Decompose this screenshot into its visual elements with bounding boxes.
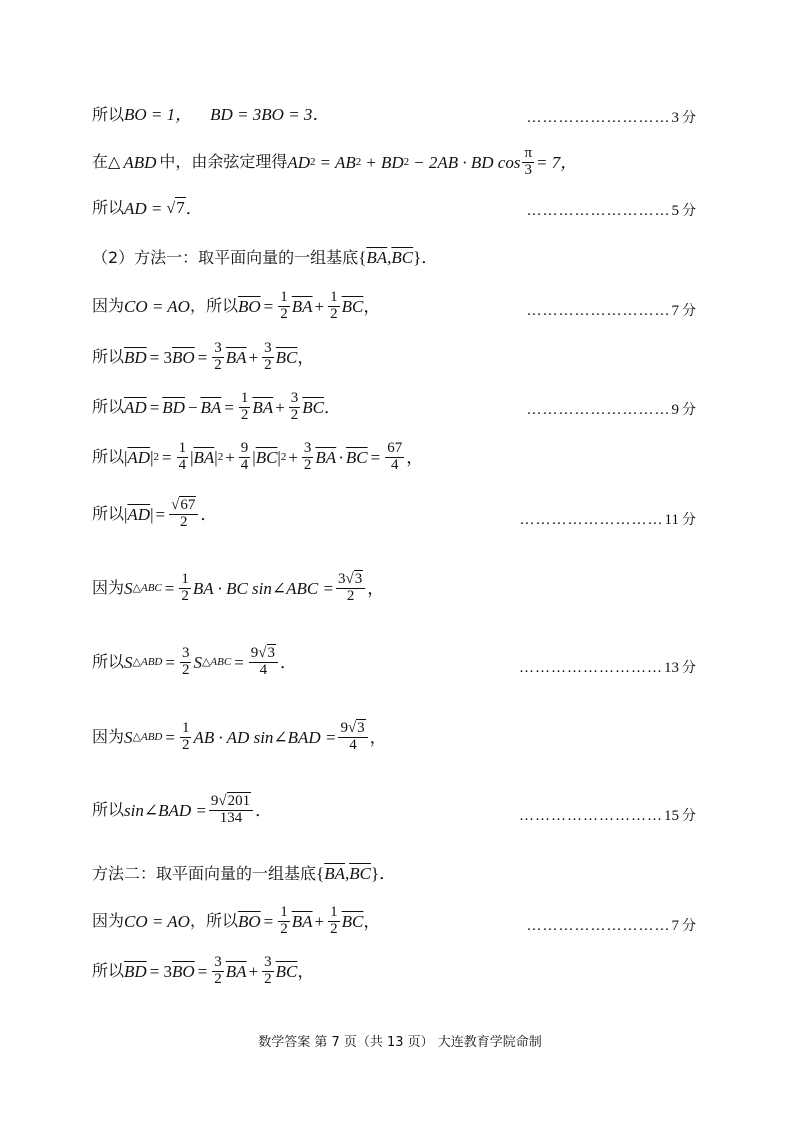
text-end: ． bbox=[185, 198, 203, 218]
area-formula: BA · BC sin∠ABC = bbox=[192, 578, 334, 598]
score-unit: 分 bbox=[682, 402, 696, 418]
score-dots: ……………………… bbox=[519, 808, 663, 824]
plus: + bbox=[314, 296, 325, 316]
result-seven: = 7， bbox=[536, 152, 578, 172]
solution-line-12 bbox=[92, 721, 387, 754]
equals: = bbox=[263, 296, 274, 316]
vector-bc: $\overline{BC}$ bbox=[302, 397, 325, 417]
score-unit: 分 bbox=[682, 808, 696, 824]
fraction-half: $\frac{1}{2}$ bbox=[330, 904, 338, 937]
solution-line-9 bbox=[92, 498, 217, 531]
method-one-heading bbox=[92, 249, 438, 266]
vector-ba: $\overline{BA}$ bbox=[193, 447, 215, 467]
text-prefix: 所以 bbox=[92, 504, 125, 524]
score-points: 3 bbox=[671, 110, 679, 126]
exponent: 2 bbox=[310, 155, 316, 168]
score-points: 9 bbox=[671, 402, 679, 418]
area-symbol: S bbox=[124, 578, 133, 598]
plus: + bbox=[288, 447, 298, 467]
vector-bc: $\overline{BC}$ bbox=[275, 347, 298, 367]
equation-ad: AD = bbox=[124, 198, 163, 218]
text-prefix: 所以 bbox=[92, 397, 125, 417]
area-subscript: △ABD bbox=[132, 730, 163, 743]
vector-bo: $\overline{BO}$ bbox=[172, 961, 195, 981]
sqrt-seven: √7 bbox=[166, 198, 185, 217]
vector-bc: $\overline{BC}$ bbox=[255, 447, 278, 467]
text-end: ， bbox=[363, 911, 381, 931]
vector-bc: $\overline{BC}$ bbox=[349, 864, 371, 883]
text-end: ， bbox=[363, 296, 381, 316]
plus: + bbox=[314, 911, 325, 931]
vector-bo: $\overline{BO}$ bbox=[172, 347, 195, 367]
score-dots: ……………………… bbox=[526, 918, 671, 934]
exponent: 2 bbox=[153, 450, 159, 463]
solution-line-11 bbox=[92, 646, 297, 679]
score-marker-11 bbox=[520, 509, 696, 529]
vector-ba: $\overline{BA}$ bbox=[291, 296, 313, 316]
text-prefix: 所以 bbox=[92, 652, 125, 672]
solution-line-13 bbox=[92, 794, 272, 827]
equals: = bbox=[197, 347, 208, 367]
fraction-half: $\frac{1}{2}$ bbox=[181, 720, 190, 753]
term-cos: − 2AB · BD cos bbox=[413, 152, 521, 172]
text-therefore: ，所以 bbox=[189, 911, 238, 931]
solution-line-5 bbox=[92, 290, 380, 323]
solution-line-16 bbox=[92, 955, 314, 988]
exponent: 2 bbox=[355, 155, 362, 168]
fraction-half: $\frac{1}{2}$ bbox=[181, 571, 189, 604]
plus: + bbox=[248, 347, 259, 367]
solution-line-15 bbox=[92, 905, 380, 938]
vector-bc: $\overline{BC}$ bbox=[391, 248, 414, 267]
area-formula: AB · AD sin∠BAD = bbox=[193, 727, 337, 747]
fraction-three-halves: $\frac{3}{2}$ bbox=[181, 645, 190, 678]
fraction-3sqrt3-over-2: $\frac{3√3}{2}$ bbox=[336, 572, 365, 605]
area-subscript: △ABD bbox=[132, 655, 163, 668]
term-bd: + BD bbox=[365, 152, 404, 172]
equation-bd: BD = 3BO = 3． bbox=[210, 105, 330, 124]
brace-close: }． bbox=[370, 864, 397, 883]
text-prefix: 因为 bbox=[92, 911, 125, 931]
method-two-text: 方法二：取平面向量的一组基底 bbox=[92, 863, 317, 883]
abs-bar: | bbox=[150, 504, 154, 524]
score-unit: 分 bbox=[682, 512, 696, 528]
plus: + bbox=[275, 397, 285, 417]
equation-co-ao: CO = AO bbox=[124, 296, 190, 316]
fraction-half: $\frac{1}{2}$ bbox=[240, 390, 249, 423]
vector-bo: $\overline{BO}$ bbox=[237, 296, 261, 316]
fraction-three-halves: $\frac{3}{2}$ bbox=[303, 440, 312, 473]
vector-ba: $\overline{BA}$ bbox=[324, 864, 345, 883]
vector-bc: $\overline{BC}$ bbox=[341, 296, 364, 316]
text-prefix: 因为 bbox=[92, 578, 125, 598]
solution-line-10 bbox=[92, 572, 384, 605]
vector-bd: $\overline{BD}$ bbox=[124, 347, 147, 367]
equals: = bbox=[234, 652, 244, 672]
method-one-text: （2）方法一：取平面向量的一组基底 bbox=[92, 247, 359, 267]
vector-bd: $\overline{BD}$ bbox=[124, 961, 147, 981]
text-end: ， bbox=[369, 727, 387, 747]
text-prefix: 所以 bbox=[92, 198, 125, 217]
fraction-three-halves: $\frac{3}{2}$ bbox=[214, 954, 222, 987]
equation-co-ao: CO = AO bbox=[124, 911, 190, 931]
text-prefix: 所以 bbox=[92, 800, 125, 820]
score-marker-7 bbox=[527, 300, 697, 320]
text-prefix: 因为 bbox=[92, 296, 125, 316]
text-end: ， bbox=[406, 447, 424, 467]
area-subscript: △ABC bbox=[201, 655, 232, 668]
solution-line-6 bbox=[92, 341, 314, 374]
text-prefix: 所以 bbox=[92, 961, 125, 981]
fraction-half: $\frac{1}{2}$ bbox=[330, 289, 338, 322]
text-prefix: 在△ bbox=[92, 152, 121, 172]
score-points: 7 bbox=[671, 303, 679, 319]
exponent: 2 bbox=[217, 450, 224, 463]
abs-bar: | bbox=[150, 447, 154, 467]
vector-bc: $\overline{BC}$ bbox=[345, 447, 368, 467]
text-prefix: 所以 bbox=[92, 347, 125, 367]
solution-line-3 bbox=[92, 199, 203, 217]
fraction-three-halves: $\frac{3}{2}$ bbox=[264, 954, 272, 987]
abs-bar: | bbox=[124, 447, 128, 467]
abs-bar: | bbox=[214, 447, 218, 467]
equals: = bbox=[224, 397, 234, 417]
equals: = bbox=[162, 447, 172, 467]
area-symbol: S bbox=[124, 727, 133, 747]
vector-bc: $\overline{BC}$ bbox=[275, 961, 298, 981]
score-dots: ……………………… bbox=[519, 660, 663, 676]
vector-ad: $\overline{AD}$ bbox=[124, 397, 147, 417]
abs-bar: | bbox=[190, 447, 194, 467]
equals: = bbox=[164, 578, 175, 598]
score-points: 11 bbox=[664, 512, 679, 528]
minus: − bbox=[187, 397, 198, 417]
solution-line-7 bbox=[92, 391, 341, 424]
vector-ba: $\overline{BA}$ bbox=[200, 397, 222, 417]
fraction-sqrt67-over-2: $\frac{√67}{2}$ bbox=[169, 498, 198, 531]
fraction-9sqrt3-over-4: $\frac{9√3}{4}$ bbox=[338, 721, 367, 754]
vector-ba: $\overline{BA}$ bbox=[225, 347, 247, 367]
equation-bo: BO = 1， bbox=[124, 105, 193, 124]
fraction-half: $\frac{1}{2}$ bbox=[280, 904, 288, 937]
area-subscript: △ABC bbox=[132, 581, 162, 594]
area-symbol: S bbox=[124, 652, 133, 672]
equals: = bbox=[155, 504, 166, 524]
exponent: 2 bbox=[403, 155, 410, 168]
fraction-three-halves: $\frac{3}{2}$ bbox=[290, 390, 299, 423]
text-end: ． bbox=[200, 504, 218, 524]
plus: + bbox=[225, 447, 235, 467]
abs-bar: | bbox=[124, 504, 128, 524]
vector-bo: $\overline{BO}$ bbox=[237, 911, 261, 931]
fraction-67-quarters: $\frac{67}{4}$ bbox=[387, 440, 403, 473]
equals: = bbox=[149, 397, 160, 417]
vector-ad: $\overline{AD}$ bbox=[127, 447, 151, 467]
equals-three: = 3 bbox=[149, 347, 173, 367]
score-marker-9 bbox=[527, 399, 697, 419]
equals-three: = 3 bbox=[149, 961, 173, 981]
exponent: 2 bbox=[280, 450, 287, 463]
text-prefix: 所以 bbox=[92, 447, 125, 467]
plus: + bbox=[248, 961, 259, 981]
solution-line-1 bbox=[92, 106, 329, 123]
sine-expression: sin∠BAD = bbox=[124, 800, 207, 820]
score-marker-3 bbox=[527, 107, 697, 127]
text-cosine-law: 中，由余弦定理得 bbox=[159, 152, 288, 172]
term-ad: AD bbox=[287, 152, 311, 172]
page-footer: 数学答案 第 7 页（共 13 页） 大连教育学院命制 bbox=[258, 1035, 542, 1050]
text-prefix: 所以 bbox=[92, 104, 125, 124]
score-points: 15 bbox=[664, 808, 679, 824]
fraction-three-halves: $\frac{3}{2}$ bbox=[214, 340, 222, 373]
text-end: ． bbox=[255, 800, 273, 820]
method-two-heading bbox=[92, 865, 396, 882]
vector-bc: $\overline{BC}$ bbox=[341, 911, 364, 931]
equals: = bbox=[165, 652, 175, 672]
score-dots: ……………………… bbox=[526, 203, 671, 219]
fraction-9sqrt3-over-4: $\frac{9√3}{4}$ bbox=[249, 646, 278, 679]
score-dots: ……………………… bbox=[519, 512, 664, 528]
score-unit: 分 bbox=[682, 203, 696, 219]
triangle-name: ABD bbox=[123, 152, 157, 172]
fraction-half: $\frac{1}{2}$ bbox=[280, 289, 288, 322]
score-dots: ……………………… bbox=[526, 303, 671, 319]
score-unit: 分 bbox=[682, 660, 696, 676]
text-end: ， bbox=[297, 347, 315, 367]
score-marker-15 bbox=[519, 805, 696, 825]
fraction-three-halves: $\frac{3}{2}$ bbox=[264, 340, 272, 373]
score-dots: ……………………… bbox=[526, 402, 671, 418]
fraction-one-quarter: $\frac{1}{4}$ bbox=[178, 440, 187, 473]
score-marker-5 bbox=[527, 200, 697, 220]
brace-close: }． bbox=[413, 248, 439, 267]
text-end: ． bbox=[280, 652, 298, 672]
brace-open: { bbox=[358, 248, 367, 267]
equals: = bbox=[263, 911, 274, 931]
term-ab: = AB bbox=[319, 152, 356, 172]
text-therefore: ，所以 bbox=[189, 296, 238, 316]
text-end: ， bbox=[367, 578, 385, 598]
equals: = bbox=[370, 447, 381, 467]
abs-bar: | bbox=[277, 447, 281, 467]
score-points: 5 bbox=[671, 203, 679, 219]
dot-product: · bbox=[338, 447, 344, 467]
solution-line-8 bbox=[92, 441, 423, 474]
vector-ad: $\overline{AD}$ bbox=[127, 504, 151, 524]
score-points: 13 bbox=[664, 660, 679, 676]
equals: = bbox=[197, 961, 208, 981]
brace-open: { bbox=[316, 864, 325, 883]
score-unit: 分 bbox=[682, 110, 696, 126]
fraction-pi-over-3: $\frac{\pi}{3}$ bbox=[524, 145, 533, 178]
comma: , bbox=[387, 248, 392, 267]
text-end: ， bbox=[297, 961, 315, 981]
score-marker-7b bbox=[527, 915, 697, 935]
fraction-nine-quarters: $\frac{9}{4}$ bbox=[240, 440, 249, 473]
score-unit: 分 bbox=[682, 918, 696, 934]
vector-ba: $\overline{BA}$ bbox=[225, 961, 247, 981]
vector-ba: $\overline{BA}$ bbox=[315, 447, 337, 467]
text-prefix: 因为 bbox=[92, 727, 125, 747]
text-end: ． bbox=[324, 397, 342, 417]
comma: , bbox=[344, 864, 350, 883]
score-unit: 分 bbox=[682, 303, 696, 319]
vector-bd: $\overline{BD}$ bbox=[162, 397, 185, 417]
vector-ba: $\overline{BA}$ bbox=[252, 397, 274, 417]
score-points: 7 bbox=[671, 918, 679, 934]
score-marker-13 bbox=[519, 657, 696, 677]
fraction-9sqrt201-over-134: $\frac{9√201}{134}$ bbox=[209, 794, 253, 827]
abs-bar: | bbox=[252, 447, 256, 467]
vector-ba: $\overline{BA}$ bbox=[291, 911, 313, 931]
equals: = bbox=[165, 727, 175, 747]
solution-line-2 bbox=[92, 146, 577, 179]
vector-ba: $\overline{BA}$ bbox=[366, 248, 388, 267]
score-dots: ……………………… bbox=[526, 110, 671, 126]
area-symbol: S bbox=[193, 652, 202, 672]
